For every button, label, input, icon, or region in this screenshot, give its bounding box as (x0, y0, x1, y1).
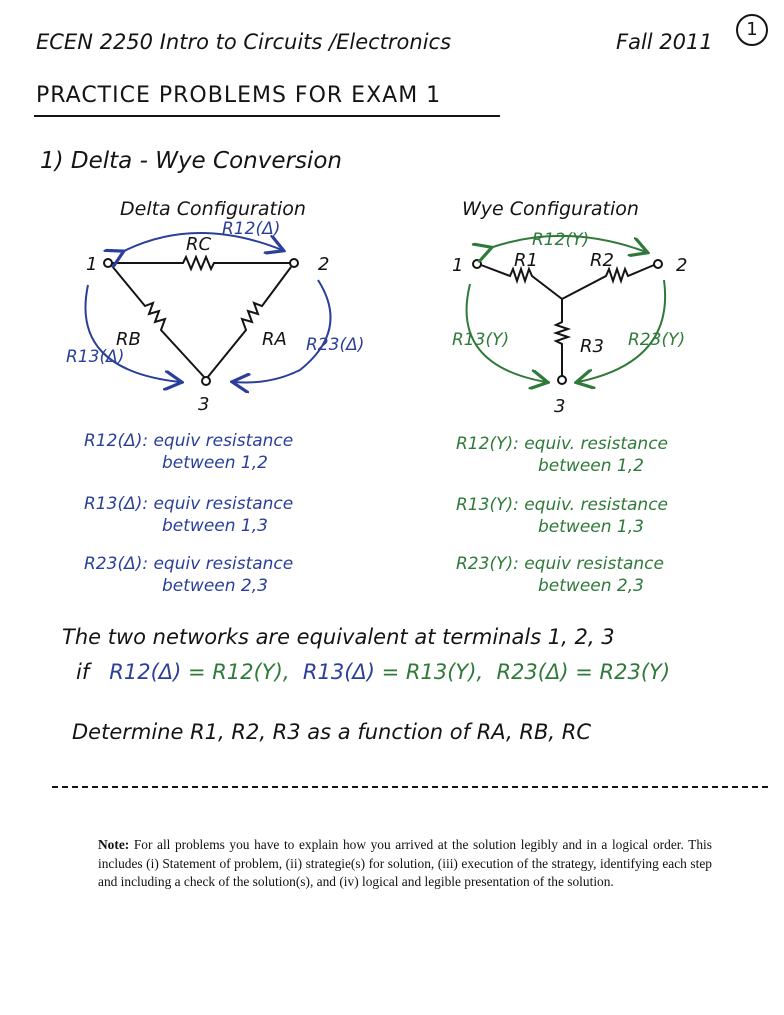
note-paragraph (98, 836, 712, 892)
delta-label-rb: RB (116, 329, 141, 350)
wye-arrow-label-r13: R13(Y) (452, 330, 510, 350)
wye-def-r13-term: R13(Y): equiv. resistance (456, 495, 669, 515)
course-title: ECEN 2250 Intro to Circuits /Electronics (36, 30, 452, 54)
wye-node-2 (654, 260, 662, 268)
delta-def-r23 (84, 553, 293, 597)
eq3-lhs: R23(Δ) (496, 660, 569, 684)
wye-node-label-1: 1 (452, 255, 464, 276)
wye-node-label-3: 3 (554, 396, 566, 417)
dashed-separator (52, 786, 768, 788)
delta-node-1 (104, 259, 112, 267)
equivalence-if: if (76, 660, 90, 684)
delta-label-ra: RA (262, 329, 287, 350)
eq2-lhs: R13(Δ) (302, 660, 375, 684)
delta-def-r12 (84, 430, 293, 474)
delta-def-r13-cont: between 1,3 (162, 516, 268, 536)
delta-node-label-1: 1 (86, 254, 98, 275)
problem-heading: 1) Delta - Wye Conversion (40, 148, 342, 174)
determine-statement: Determine R1, R2, R3 as a function of RA, RB, RC (72, 720, 592, 744)
delta-def-r13 (84, 493, 293, 537)
delta-arrow-label-r23: R23(Δ) (306, 335, 365, 355)
equivalence-conditions (76, 660, 670, 684)
eq1-lhs: R12(Δ) (109, 660, 182, 684)
wye-label-r1: R1 (514, 250, 538, 271)
wye-def-r12 (456, 433, 668, 477)
delta-caption: Delta Configuration (120, 198, 306, 220)
delta-def-r12-cont: between 1,2 (162, 453, 268, 473)
wye-label-r2: R2 (590, 250, 614, 271)
delta-network (104, 257, 298, 385)
page-number: 1 (736, 14, 768, 46)
delta-node-3 (202, 377, 210, 385)
wye-network (473, 260, 662, 384)
page-title: PRACTICE PROBLEMS FOR EXAM 1 (36, 83, 442, 108)
delta-wire-left (112, 266, 205, 378)
wye-def-r23-cont: between 2,3 (538, 576, 644, 596)
eq2-rhs: = R13(Y), (381, 660, 484, 684)
term-label: Fall 2011 (616, 30, 713, 54)
wye-def-r23-term: R23(Y): equiv resistance (456, 554, 664, 574)
delta-node-label-2: 2 (318, 254, 330, 275)
delta-wire-right (207, 267, 291, 378)
delta-arrow-label-r12: R12(Δ) (222, 219, 281, 239)
wye-arrow-label-r12: R12(Y) (532, 230, 590, 250)
wye-arrows (467, 236, 666, 382)
delta-def-r12-term: R12(Δ): equiv resistance (84, 431, 294, 451)
delta-node-2 (290, 259, 298, 267)
delta-def-r23-cont: between 2,3 (162, 576, 268, 596)
eq3-rhs: = R23(Y) (575, 660, 671, 684)
wye-label-r3: R3 (580, 336, 604, 357)
delta-def-r13-term: R13(Δ): equiv resistance (84, 494, 294, 514)
delta-node-label-3: 3 (198, 394, 210, 415)
wye-def-r13 (456, 494, 668, 538)
wye-caption: Wye Configuration (462, 198, 639, 220)
wye-arrow-label-r23: R23(Y) (628, 330, 686, 350)
delta-label-rc: RC (186, 234, 212, 255)
delta-def-r23-term: R23(Δ): equiv resistance (84, 554, 294, 574)
wye-node-label-2: 2 (676, 255, 688, 276)
wye-def-r23 (456, 553, 664, 597)
delta-arrow-label-r13: R13(Δ) (66, 347, 125, 367)
note-label: Note: (98, 837, 130, 852)
delta-wire-top (112, 257, 290, 269)
wye-node-3 (558, 376, 566, 384)
eq1-rhs: = R12(Y), (188, 660, 290, 684)
wye-node-1 (473, 260, 481, 268)
wye-wire-3 (556, 299, 568, 376)
equivalence-statement: The two networks are equivalent at terminals 1, 2, 3 (62, 625, 615, 649)
wye-def-r12-cont: between 1,2 (538, 456, 644, 476)
wye-def-r13-cont: between 1,3 (538, 517, 644, 537)
note-text: For all problems you have to explain how you arrived at the solution legibly and in a logical order. This includes (i) Statement of problem, (ii) strategie(s) for solution, (iii) execution of the strategy, identifying each step and including a check of the solution(s), and (iv) logical and legible presentation of the solution. (98, 837, 712, 890)
wye-def-r12-term: R12(Y): equiv. resistance (456, 434, 669, 454)
